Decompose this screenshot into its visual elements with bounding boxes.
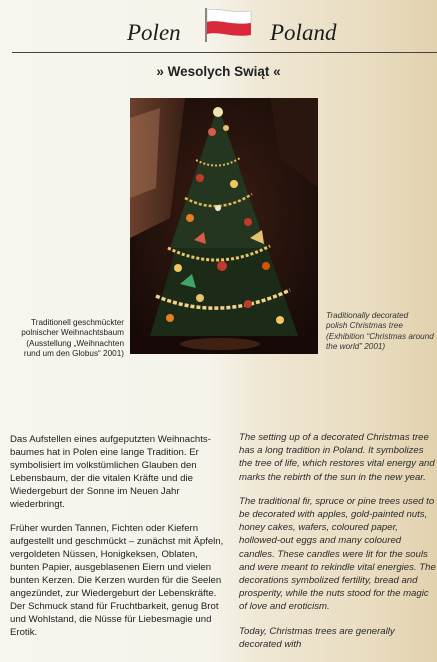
german-paragraph-2: Früher wurden Tannen, Fichten oder Kiefern aufgestellt und geschmückt – zunächst mit Äpfeln, vergoldeten Nüssen, Honigkeksen, Oblaten, bunten Papier, ausgeblasenen Eiern und vielen bunten Kerzen. Die Kerzen wurden für die Seelen angezündet, zur Wiedergeburt der Lebenskräfte. Der Schmuck stand für Fruchtbarkeit, genug Brot und Wohlstand, die Nüsse für Liebesmagie und Erotik. (10, 523, 224, 638)
english-paragraph-2: The traditional fir, spruce or pine trees used to be decorated with apples, gold-painted nuts, honey cakes, wafers, coloured paper, hollowed-out eggs and many coloured candles. These candles were lit for the souls and were meant to rekindle vital energies. The decorations symbolized fertility, bread and prosperity, while the nuts stood for the magic of love and eroticism. (239, 495, 436, 613)
caption-german-line: rund um den Globus“ 2001) (23, 348, 124, 358)
title-english: Poland (270, 20, 337, 45)
title-german: Polen (127, 20, 181, 45)
german-paragraph-1: Das Aufstellen eines aufgeputzten Weihnachts-baumes hat in Polen eine lange Tradition. Er symbolisiert im volkstümlichen Glauben den Lebensbaum, der die vitalen Kräfte und die Wiedergeburt der Sonne im Neuen Jahr wiederbringt. (10, 434, 211, 510)
caption-german-line: (Ausstellung „Weihnachten (26, 338, 124, 348)
polish-flag-icon (203, 6, 253, 42)
caption-german (12, 318, 124, 359)
caption-english (326, 311, 437, 352)
christmas-tree-photo (130, 98, 318, 354)
caption-english-line: the world” 2001) (326, 341, 386, 351)
caption-german-line: Traditionell geschmückter (31, 318, 124, 327)
caption-english-line: polish Christmas tree (326, 321, 403, 331)
german-text-column (10, 433, 224, 650)
english-paragraph-1: The setting up of a decorated Christmas tree has a long tradition in Poland. It symbolizes the tree of life, which restores vital energy and marks the rebirth of the sun in the new year. (239, 432, 435, 483)
subtitle: » Wesolych Swiąt « (156, 64, 281, 79)
caption-german-line: polnischer Weihnachtsbaum (21, 328, 124, 338)
caption-english-line: (Exhibition “Christmas around (326, 331, 434, 341)
header-divider (12, 52, 437, 53)
english-paragraph-3: Today, Christmas trees are generally decorated with (239, 625, 395, 650)
caption-english-line: Traditionally decorated (326, 311, 409, 320)
english-text-column (239, 431, 437, 662)
header (0, 0, 437, 52)
